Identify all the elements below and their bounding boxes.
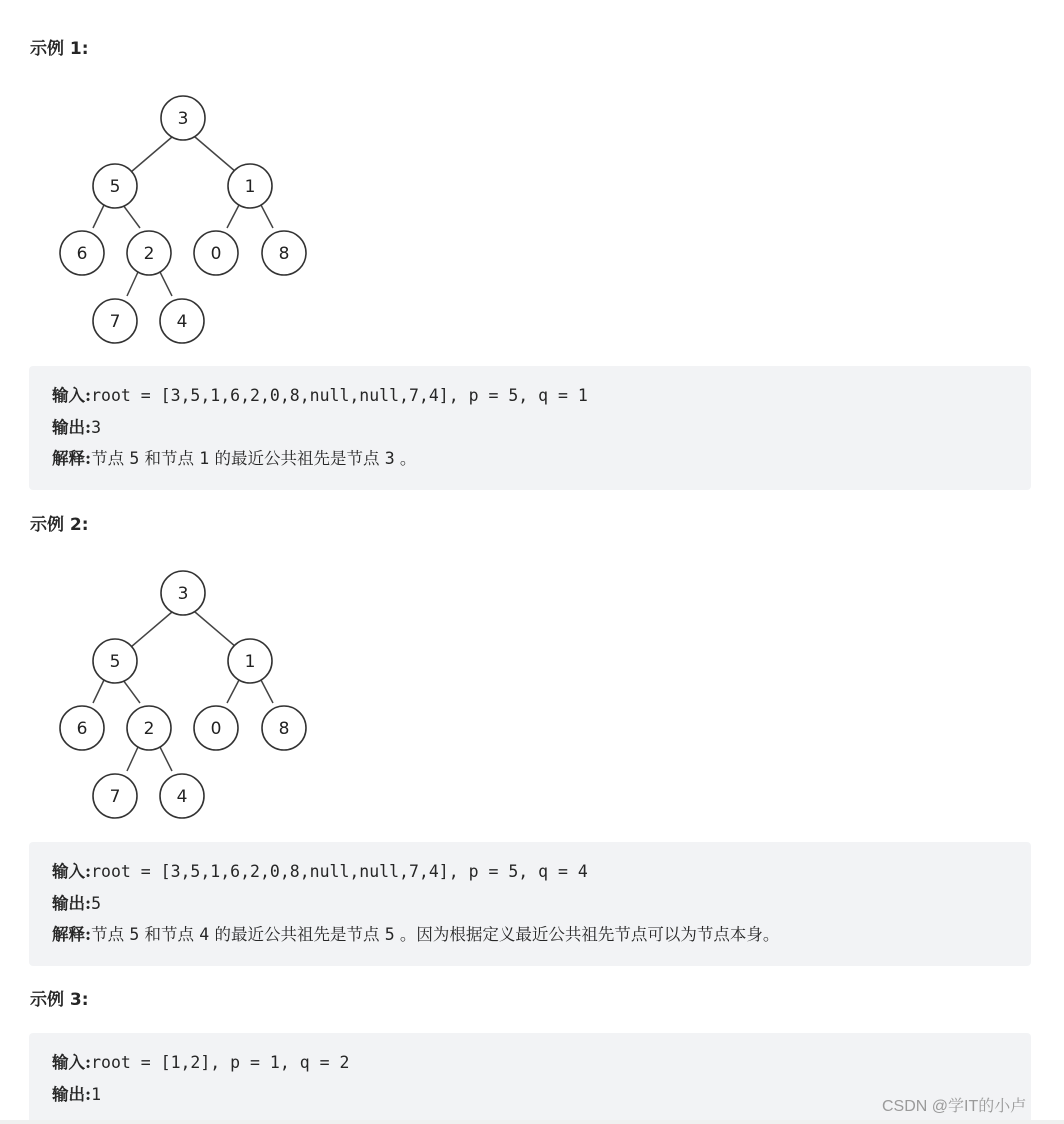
tree-node	[93, 639, 137, 683]
svg-text:7: 7	[109, 312, 121, 332]
svg-text:3: 3	[177, 109, 189, 129]
tree-edge	[123, 205, 140, 228]
tree-edge	[227, 680, 239, 703]
tree-node	[228, 164, 272, 208]
explanation-text: 和节点	[139, 925, 200, 944]
explanation-text: 。因为根据定义最近公共祖先节点可以为节点本身。	[394, 925, 780, 944]
explanation-value: 5	[384, 925, 395, 944]
tree-edge	[127, 272, 138, 296]
svg-text:8: 8	[278, 244, 290, 264]
output-label: 输出:	[52, 1084, 92, 1104]
explanation-text: 节点	[91, 925, 130, 944]
output-value: 1	[91, 1084, 102, 1104]
tree-node	[161, 571, 205, 615]
example-3-code-block	[29, 1033, 1031, 1124]
explanation-label: 解释:	[52, 449, 92, 468]
tree-edge	[195, 612, 236, 647]
example-2-tree-diagram	[50, 567, 320, 827]
tree-node	[262, 231, 306, 275]
tree-edge	[227, 205, 239, 228]
tree-edge	[261, 680, 273, 703]
tree-node	[93, 164, 137, 208]
tree-node	[160, 774, 204, 818]
input-line	[52, 856, 1031, 888]
tree-node	[194, 706, 238, 750]
tree-edge	[261, 205, 273, 228]
tree-node	[194, 231, 238, 275]
svg-text:7: 7	[109, 787, 121, 807]
explanation-value: 4	[199, 925, 210, 944]
output-line	[52, 412, 1031, 444]
output-label: 输出:	[52, 893, 92, 913]
output-value: 3	[91, 417, 102, 437]
input-label: 输入:	[52, 1053, 92, 1072]
tree-node	[127, 706, 171, 750]
tree-edge	[93, 205, 104, 228]
explanation-value: 1	[199, 449, 210, 468]
svg-text:4: 4	[176, 787, 188, 807]
tree-node	[160, 299, 204, 343]
svg-text:3: 3	[177, 584, 189, 604]
explanation-line	[52, 443, 1031, 475]
svg-text:2: 2	[143, 244, 155, 264]
tree-node	[60, 706, 104, 750]
svg-text:6: 6	[76, 719, 88, 739]
explanation-value: 5	[129, 925, 140, 944]
tree-edge	[93, 680, 104, 703]
tree-node	[228, 639, 272, 683]
svg-text:6: 6	[76, 244, 88, 264]
explanation-text: 和节点	[139, 449, 200, 468]
tree-edge	[123, 680, 140, 703]
tree-node	[161, 96, 205, 140]
example-2-heading: 示例 2:	[30, 515, 89, 535]
output-label: 输出:	[52, 417, 92, 437]
tree-node	[60, 231, 104, 275]
output-line	[52, 888, 1031, 920]
tree-node	[93, 299, 137, 343]
example-1-heading: 示例 1:	[30, 39, 89, 59]
input-value: root = [3,5,1,6,2,0,8,null,null,7,4], p = 5, q = 1	[91, 386, 588, 405]
explanation-text: 。	[394, 449, 417, 468]
example-3-heading: 示例 3:	[30, 990, 89, 1010]
explanation-text: 的最近公共祖先是节点	[209, 925, 385, 944]
svg-text:0: 0	[210, 244, 222, 264]
svg-text:5: 5	[109, 177, 121, 197]
input-line	[52, 1047, 1031, 1079]
input-value: root = [1,2], p = 1, q = 2	[91, 1053, 350, 1072]
tree-node	[127, 231, 171, 275]
input-value: root = [3,5,1,6,2,0,8,null,null,7,4], p = 5, q = 4	[91, 862, 588, 881]
explanation-text: 节点	[91, 449, 130, 468]
explanation-value: 3	[384, 449, 395, 468]
tree-edge	[160, 747, 172, 771]
tree-edge	[131, 137, 172, 172]
svg-text:5: 5	[109, 652, 121, 672]
svg-text:1: 1	[244, 652, 256, 672]
input-line	[52, 380, 1031, 412]
explanation-value: 5	[129, 449, 140, 468]
bottom-divider	[0, 1120, 1064, 1124]
tree-node	[262, 706, 306, 750]
csdn-watermark: CSDN @学IT的小卢	[882, 1098, 1027, 1115]
svg-text:4: 4	[176, 312, 188, 332]
svg-text:2: 2	[143, 719, 155, 739]
output-value: 5	[91, 893, 102, 913]
svg-text:8: 8	[278, 719, 290, 739]
example-2-code-block	[29, 842, 1031, 966]
example-1-code-block	[29, 366, 1031, 490]
svg-text:0: 0	[210, 719, 222, 739]
input-label: 输入:	[52, 386, 92, 405]
tree-edge	[127, 747, 138, 771]
input-label: 输入:	[52, 862, 92, 881]
example-1-tree-diagram	[50, 92, 320, 352]
explanation-text: 的最近公共祖先是节点	[209, 449, 385, 468]
svg-text:1: 1	[244, 177, 256, 197]
explanation-label: 解释:	[52, 925, 92, 944]
tree-edge	[195, 137, 236, 172]
tree-edge	[131, 612, 172, 647]
tree-edge	[160, 272, 172, 296]
explanation-line	[52, 919, 1031, 951]
tree-node	[93, 774, 137, 818]
